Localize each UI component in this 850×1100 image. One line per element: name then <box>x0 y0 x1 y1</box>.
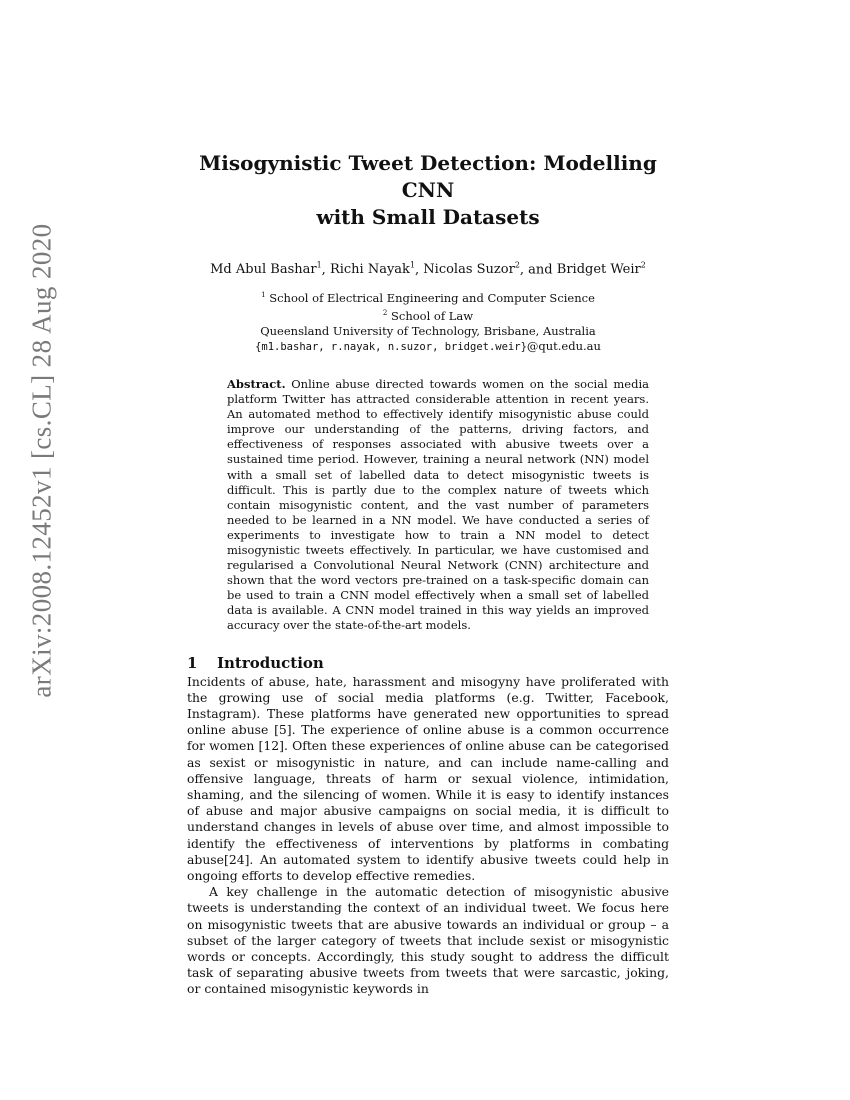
affiliation-2: $^2$ School of Law <box>382 308 474 323</box>
paragraph: A key challenge in the automatic detection of misogynistic abusive tweets is understanding the context of an individual tweet. We focus here on misogynistic tweets that are abusive towards an individual or group – a subset of the larger category of tweets that include sexist or misogynistic words or concepts. Accordingly, this study sought to address the difficult task of separating abusive tweets from tweets that were sarcastic, joking, or contained misogynistic keywords in <box>187 884 669 997</box>
arxiv-identifier <box>12 222 72 698</box>
author: Nicolas Suzor$^2$ <box>423 261 520 278</box>
paper-page <box>187 150 669 998</box>
author: Bridget Weir$^2$ <box>556 261 646 278</box>
abstract-text: Online abuse directed towards women on the social media platform Twitter has attracted considerable attention in recent years. An automated method to effectively identify misogynistic abuse could improve our understanding of the patterns, driving factors, and effectiveness of responses associated with abusive tweets over a sustained time period. However, training a neural network (NN) model with a small set of labelled data to detect misogynistic tweets is difficult. This is partly due to the complex nature of tweets which contain misogynistic content, and the vast number of parameters needed to be learned in a NN model. We have conducted a series of experiments to investigate how to train a NN model to detect misogynistic tweets effectively. In particular, we have customised and regularised a Convolutional Neural Network (CNN) architecture and shown that the word vectors pre-trained on a task-specific domain can be used to train a CNN model effectively when a small set of labelled data is available. A CNN model trained in this way yields an improved accuracy over the state-of-the-art models. <box>227 376 650 633</box>
university: Queensland University of Technology, Brisbane, Australia <box>260 323 596 338</box>
section-title: Introduction <box>217 653 324 672</box>
title-line-2: with Small Datasets <box>316 205 540 229</box>
arxiv-identifier-text: arXiv:2008.12452v1 [cs.CL] 28 Aug 2020 <box>26 222 57 698</box>
section-number: 1 <box>187 653 198 672</box>
affiliations <box>187 288 669 355</box>
section-heading <box>187 654 669 672</box>
abstract-label: Abstract. <box>227 376 286 391</box>
paragraph: Incidents of abuse, hate, harassment and misogyny have proliferated with the growing use of social media platforms (e.g. Twitter, Facebook, Instagram). These platforms have generated new opportunities to spread online abuse [5]. The experience of online abuse is a common occurrence for women [12]. Often these experiences of online abuse can be categorised as sexist or misogynistic in nature, and can include name-calling and offensive language, threats of harm or sexual violence, intimidation, shaming, and the silencing of women. While it is easy to identify instances of abuse and major abusive campaigns on social media, it is difficult to understand changes in levels of abuse over time, and almost impossible to identify the effectiveness of interventions by platforms in combating abuse[24]. An automated system to identify abusive tweets could help in ongoing efforts to develop effective remedies. <box>187 673 669 884</box>
title-line-1: Misogynistic Tweet Detection: Modelling CNN <box>199 151 657 202</box>
paper-title <box>187 150 669 231</box>
affiliation-1: $^1$ School of Electrical Engineering and Computer Science <box>261 291 595 306</box>
author-emails: {m1.bashar, r.nayak, n.suzor, bridget.weir}@qut.edu.au <box>255 338 601 353</box>
author: Richi Nayak$^1$ <box>329 261 416 278</box>
author: Md Abul Bashar$^1$ <box>210 261 322 278</box>
abstract <box>227 377 649 634</box>
author-list: Md Abul Bashar$^1$, Richi Nayak$^1$, Nicolas Suzor$^2$, and Bridget Weir$^2$ <box>210 261 646 278</box>
